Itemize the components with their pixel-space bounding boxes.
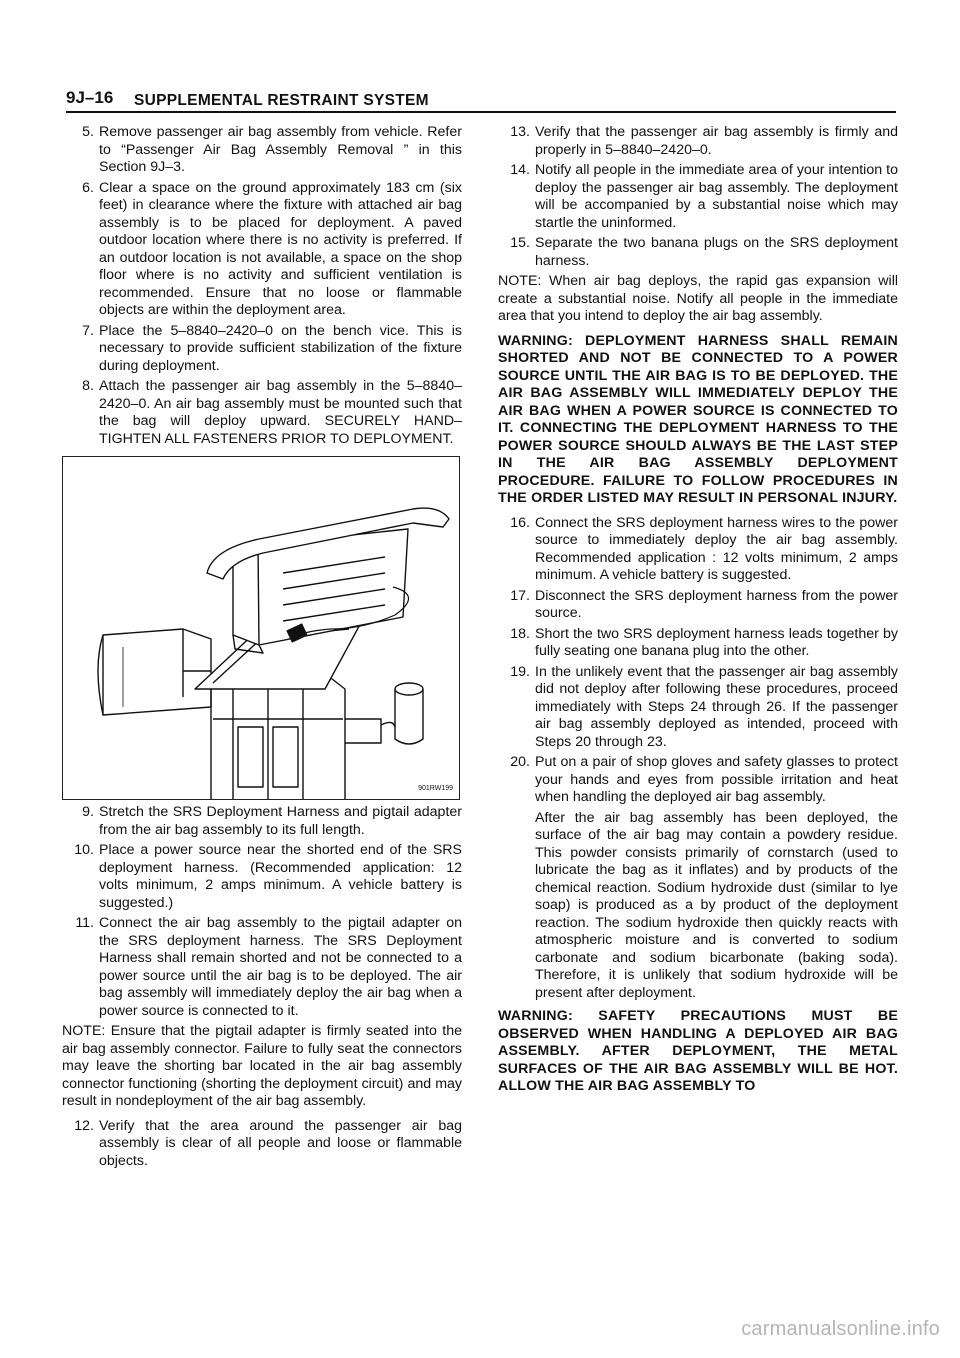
note-pigtail: NOTE: Ensure that the pigtail adapter is firmly seated into the air bag assembly connector. Failure to fully seat the connectors may leave the shorting bar located in the air bag assembly connector functioning (shorting the deployment circuit) and may result in nondeployment of the air bag assembly. xyxy=(62,1023,462,1109)
step-text: Connect the air bag assembly to the pigtail adapter on the SRS deployment harness. The SRS Deployment Harness shall remain shorted and not be connected to a power source until the air bag is to be deployed. The air bag assembly will immediately deploy the air bag when a power source is connected to it. xyxy=(99,915,462,1019)
step-number: 20. xyxy=(510,754,530,770)
right-column xyxy=(498,124,898,1103)
step-17 xyxy=(498,588,898,623)
step-20-residue-text: After the air bag assembly has been deployed, the surface of the air bag may contain a powdery residue. This powder consists primarily of cornstarch (used to lubricate the bag as it inflates) and by products of the chemical reaction. Sodium hydroxide dust (similar to lye soap) is produced as a by product of the deployment reaction. The sodium hydroxide then quickly reacts with atmospheric moisture and is converted to sodium carbonate and sodium bicarbonate (baking soda). Therefore, it is unlikely that sodium hydroxide will be present after deployment. xyxy=(535,809,898,1001)
step-number: 12. xyxy=(74,1117,94,1134)
step-9 xyxy=(62,804,462,839)
step-number: 19. xyxy=(510,663,530,680)
step-text: Disconnect the SRS deployment harness from the power source. xyxy=(535,587,898,621)
step-number: 15. xyxy=(510,235,530,251)
step-text: Notify all people in the immediate area of your intention to deploy the passenger air bag assembly. The deployment will be accompanied by a substantial noise which may startle the uninformed. xyxy=(535,162,898,231)
step-text: Remove passenger air bag assembly from vehicle. Refer to “Passenger Air Bag Assembly Removal ” in this Section 9J–3. xyxy=(99,124,462,175)
figure-code: 901RW199 xyxy=(418,784,453,792)
step-text: Verify that the passenger air bag assembly is firmly and properly in 5–8840–2420–0. xyxy=(535,124,898,158)
page-number: 9J–16 xyxy=(66,88,114,107)
step-number: 6. xyxy=(82,179,94,196)
step-15 xyxy=(498,235,898,270)
step-5 xyxy=(62,124,462,177)
step-text: In the unlikely event that the passenger air bag assembly did not deploy after following these procedures, proceed immediately with Steps 24 through 26. If the passenger air bag assembly deployed as intended, proceed with Steps 20 through 23. xyxy=(535,663,898,750)
step-text: Separate the two banana plugs on the SRS deployment harness. xyxy=(535,235,898,269)
left-steps-bottom xyxy=(62,804,462,1020)
airbag-fixture-drawing xyxy=(63,457,459,799)
step-text: Put on a pair of shop gloves and safety glasses to protect your hands and eyes from possible irritation and heat when handling the deployed air bag assembly. xyxy=(535,754,898,805)
step-number: 11. xyxy=(75,915,94,931)
step-number: 18. xyxy=(510,625,530,642)
watermark: carmanualsonline.info xyxy=(741,1318,940,1340)
step-text: Verify that the area around the passenger air bag assembly is clear of all people and loose or flammable objects. xyxy=(99,1117,462,1169)
step-number: 17. xyxy=(510,587,530,604)
step-text: Stretch the SRS Deployment Harness and pigtail adapter from the air bag assembly to its full length. xyxy=(99,804,462,838)
step-16 xyxy=(498,515,898,585)
header-rule xyxy=(66,111,896,113)
step-10 xyxy=(62,842,462,912)
step-text: Connect the SRS deployment harness wires to the power source to immediately deploy the air bag assembly. Recommended application : 12 volts minimum, 2 amps minimum. A vehicle battery is suggested. xyxy=(535,514,898,583)
step-number: 10. xyxy=(74,842,94,858)
step-19 xyxy=(498,664,898,752)
left-column xyxy=(62,124,462,1173)
step-text: Place a power source near the shorted end of the SRS deployment harness. (Recommended application: 12 volts minimum, 2 amps minimum. A vehicle battery is suggested.) xyxy=(99,842,462,911)
step-number: 9. xyxy=(82,804,94,820)
step-11 xyxy=(62,915,462,1020)
step-18 xyxy=(498,626,898,661)
step-number: 16. xyxy=(510,514,530,531)
warning-safety-precautions: WARNING: SAFETY PRECAUTIONS MUST BE OBSERVED WHEN HANDLING A DEPLOYED AIR BAG ASSEMBLY. AFTER DEPLOYMENT, THE METAL SURFACES OF THE AIR BAG ASSEMBLY WILL BE HOT. ALLOW THE AIR BAG ASSEMBLY TO xyxy=(498,1008,898,1094)
step-14 xyxy=(498,162,898,232)
step-text: Clear a space on the ground approximately 183 cm (six feet) in clearance where the fixture with attached air bag assembly is to be placed for deployment. A paved outdoor location where there is no activity is preferred. If an outdoor location is not available, a space on the shop floor where is no activity and sufficient ventilation is recommended. Ensure that no loose or flammable objects are within the deployment area. xyxy=(99,179,462,318)
step-number: 8. xyxy=(82,378,94,394)
left-steps-top xyxy=(62,124,462,448)
step-number: 14. xyxy=(510,162,530,178)
step-8 xyxy=(62,378,462,448)
step-text: Attach the passenger air bag assembly in the 5–8840–2420–0. An air bag assembly must be mounted such that the bag will deploy upward. SECURELY HAND–TIGHTEN ALL FASTENERS PRIOR TO DEPLOYMENT. xyxy=(99,378,462,447)
step-20 xyxy=(498,754,898,1002)
step-7 xyxy=(62,323,462,376)
step-12 xyxy=(62,1118,462,1171)
step-number: 7. xyxy=(82,322,94,339)
step-number: 5. xyxy=(82,124,94,140)
step-number: 13. xyxy=(510,124,530,140)
warning-deployment-harness: WARNING: DEPLOYMENT HARNESS SHALL REMAIN SHORTED AND NOT BE CONNECTED TO A POWER SOURCE UNTIL THE AIR BAG IS TO BE DEPLOYED. THE AIR BAG ASSEMBLY WILL IMMEDIATELY DEPLOY THE AIR BAG WHEN A POWER SOURCE IS CONNECTED TO IT. CONNECTING THE DEPLOYMENT HARNESS TO THE POWER SOURCE SHOULD ALWAYS BE THE LAST STEP IN THE AIR BAG ASSEMBLY DEPLOYMENT PROCEDURE. FAILURE TO FOLLOW PROCEDURES IN THE ORDER LISTED MAY RESULT IN PERSONAL INJURY. xyxy=(498,332,898,506)
airbag-fixture-illustration xyxy=(62,456,460,800)
step-13 xyxy=(498,124,898,159)
page-header xyxy=(66,88,896,114)
section-title: SUPPLEMENTAL RESTRAINT SYSTEM xyxy=(134,92,429,109)
step-text: Short the two SRS deployment harness leads together by fully seating one banana plug into the other. xyxy=(535,625,898,659)
step-6 xyxy=(62,180,462,320)
note-noise: NOTE: When air bag deploys, the rapid gas expansion will create a substantial noise. Notify all people in the immediate area that you intend to deploy the air bag assembly. xyxy=(498,273,898,324)
step-text: Place the 5–8840–2420–0 on the bench vice. This is necessary to provide sufficient stabilization of the fixture during deployment. xyxy=(99,322,462,374)
